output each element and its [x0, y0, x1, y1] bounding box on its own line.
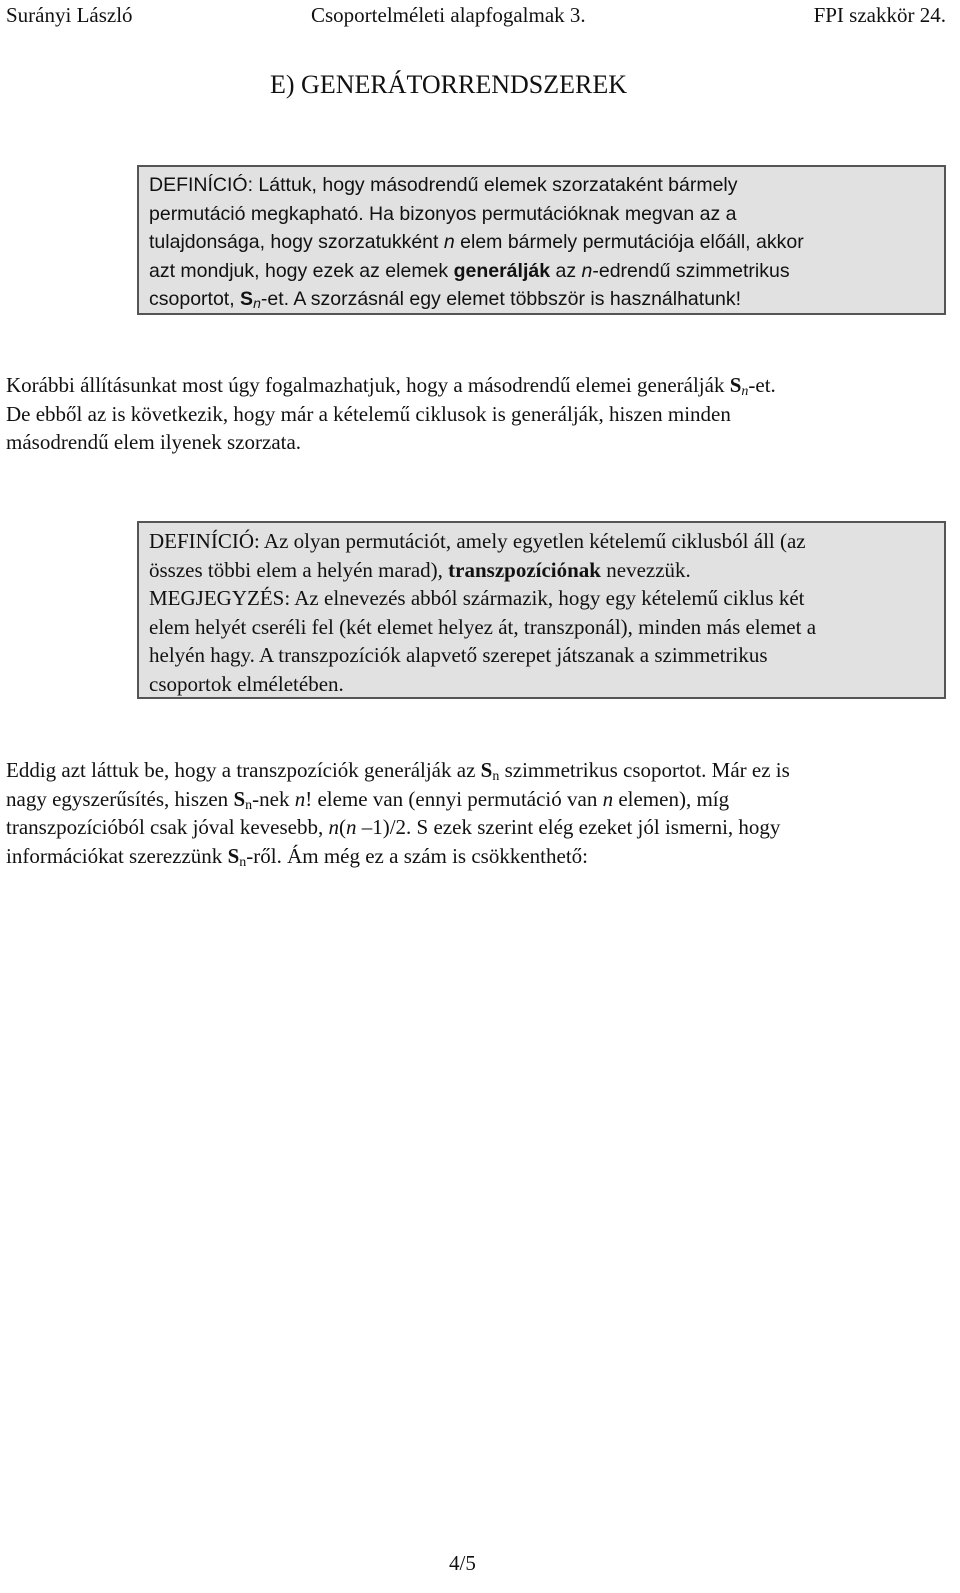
text-line: transzpozícióból csak jóval kevesebb, n(n –1)/2. S ezek szerint elég ezeket jól ismerni, hogy	[6, 815, 781, 839]
definition-box-transposition	[137, 521, 946, 699]
text-line: másodrendű elem ilyenek szorzata.	[6, 430, 302, 454]
header-author: Surányi László	[6, 3, 133, 27]
header-topic: Csoportelméleti alapfogalmak 3.	[311, 3, 586, 27]
term-generate: generálják	[453, 259, 551, 282]
paragraph-transpositions-generate	[6, 756, 941, 870]
section-title: E) GENERÁTORRENDSZEREK	[270, 70, 628, 99]
text-line: csoportok elméletében.	[149, 671, 344, 696]
text-line: permutáció megkapható. Ha bizonyos permutációknak megvan az a	[149, 202, 737, 225]
term-transposition: transzpozíciónak	[448, 557, 601, 582]
text-line: elem helyét cseréli fel (két elemet helyez át, transzponál), minden más elemet a	[149, 614, 817, 639]
text-line: nagy egyszerűsítés, hiszen $S_n$-nek n! eleme van (ennyi permutáció van n elemen), míg	[6, 786, 730, 813]
text-line: azt mondjuk, hogy ezek az elemek generálják az n-edrendű szimmetrikus	[149, 259, 790, 282]
text-line: Eddig azt láttuk be, hogy a transzpozíciók generálják az $S_n$ szimmetrikus csoportot. Már ez is	[6, 758, 790, 784]
text-line: DEFINÍCIÓ: Az olyan permutációt, amely egyetlen kételemű ciklusból áll (az	[149, 529, 806, 553]
text-line: DEFINÍCIÓ: Láttuk, hogy másodrendű elemek szorzataként bármely	[149, 174, 738, 196]
text-line: csoportot, $S_n-et$. A szorzásnál egy elemet többször is használhatunk!	[149, 288, 742, 311]
text-line: De ebből az is következik, hogy már a kételemű ciklusok is generálják, hiszen minden	[6, 401, 731, 426]
running-header	[6, 0, 946, 32]
page-number: 4/5	[449, 1551, 476, 1575]
text-line: Korábbi állításunkat most úgy fogalmazhatjuk, hogy a másodrendű elemei generálják $S_n-et$.	[6, 373, 776, 399]
paragraph-generating-second-order	[6, 371, 941, 457]
text-line: tulajdonsága, hogy szorzatukként n elem bármely permutációja előáll, akkor	[149, 231, 804, 253]
text-line: összes többi elem a helyén marad), transzpozíciónak nevezzük.	[149, 557, 691, 582]
text-line: információkat szerezzünk $S_n$-ről. Ám még ez a szám is csökkenthető:	[6, 843, 588, 870]
header-session: FPI szakkör 24.	[813, 3, 946, 27]
text-line: MEGJEGYZÉS: Az elnevezés abból származik, hogy egy kételemű ciklus két	[149, 586, 805, 610]
definition-box-generators	[137, 165, 946, 315]
text-line: helyén hagy. A transzpozíciók alapvető szerepet játszanak a szimmetrikus	[149, 643, 768, 667]
